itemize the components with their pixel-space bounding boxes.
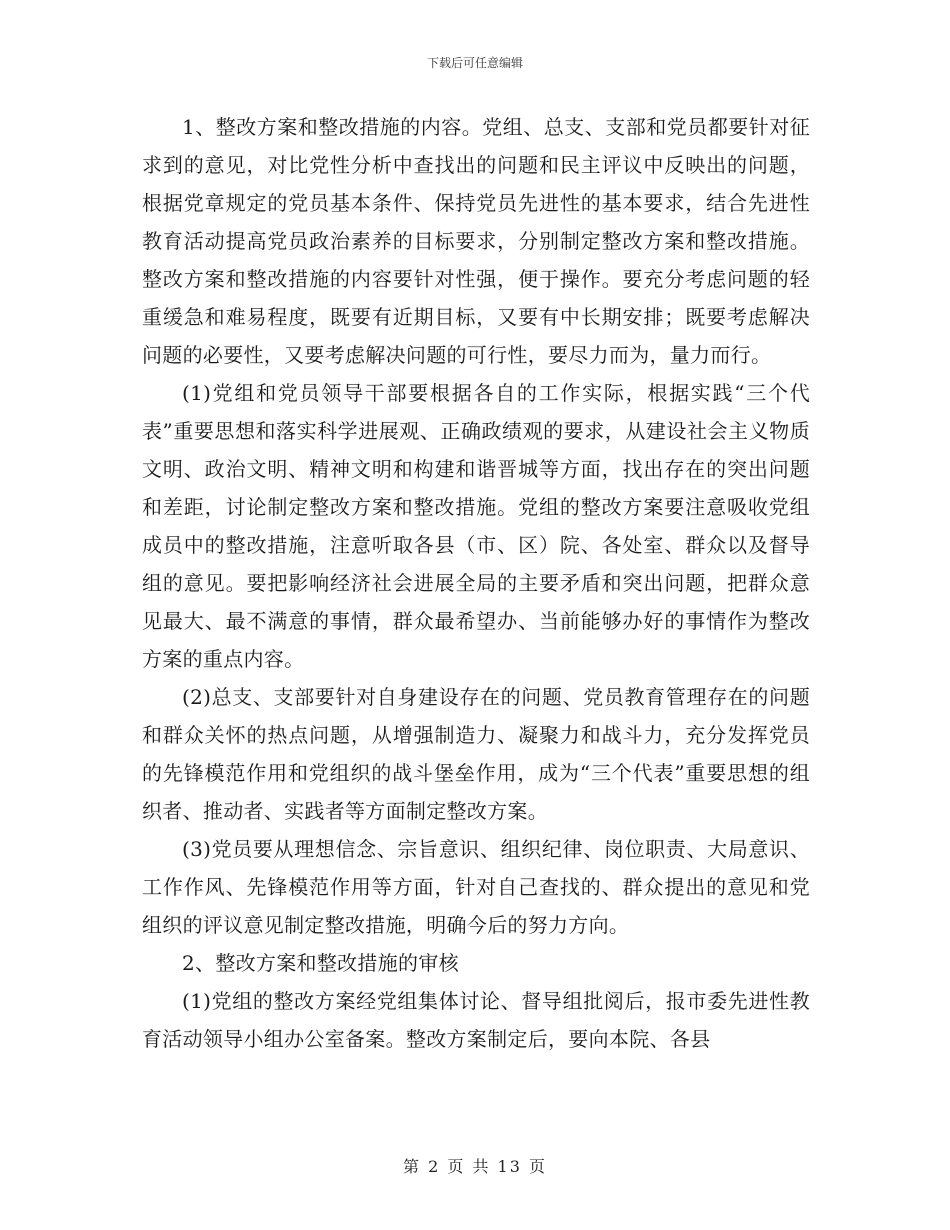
page-number-footer: 第 2 页 共 13 页 [403,1157,547,1176]
paragraph-5: 2、整改方案和整改措施的审核 [182,951,459,975]
paragraph-3: (2)总支、支部要针对自身建设存在的问题、党员教育管理存在的问题和群众关怀的热点问题，从增强制造力、凝聚力和战斗力，充分发挥党员的先锋模范作用和党组织的战斗堡垒作用，成为“三个代表”重要思想的组织者、推动者、实践者等方面制定整改方案。 [142,685,810,823]
paragraph-6: (1)党组的整改方案经党组集体讨论、督导组批阅后，报市委先进性教育活动领导小组办公室备案。整改方案制定后，要向本院、各县 [142,989,810,1051]
document-body [142,108,810,1058]
paragraph-4: (3)党员要从理想信念、宗旨意识、组织纪律、岗位职责、大局意识、工作作风、先锋模范作用等方面，针对自己查找的、群众提出的意见和党组织的评议意见制定整改措施，明确今后的努力方向。 [142,837,810,937]
page-header: 下载后可任意编辑 [426,56,523,70]
paragraph-1: 1、整改方案和整改措施的内容。党组、总支、支部和党员都要针对征求到的意见，对比党性分析中查找出的问题和民主评议中反映出的问题，根据党章规定的党员基本条件、保持党员先进性的基本要求，结合先进性教育活动提高党员政治素养的目标要求，分别制定整改方案和整改措施。整改方案和整改措施的内容要针对性强，便于操作。要充分考虑问题的轻重缓急和难易程度，既要有近期目标，又要有中长期安排；既要考虑解决问题的必要性，又要考虑解决问题的可行性，要尽力而为，量力而行。 [142,115,810,367]
paragraph-2: (1)党组和党员领导干部要根据各自的工作实际，根据实践“三个代表”重要思想和落实科学进展观、正确政绩观的要求，从建设社会主义物质文明、政治文明、精神文明和构建和谐晋城等方面，找出存在的突出问题和差距，讨论制定整改方案和整改措施。党组的整改方案要注意吸收党组成员中的整改措施，注意听取各县（市、区）院、各处室、群众以及督导组的意见。要把影响经济社会进展全局的主要矛盾和突出问题，把群众意见最大、最不满意的事情，群众最希望办、当前能够办好的事情作为整改方案的重点内容。 [142,381,810,671]
